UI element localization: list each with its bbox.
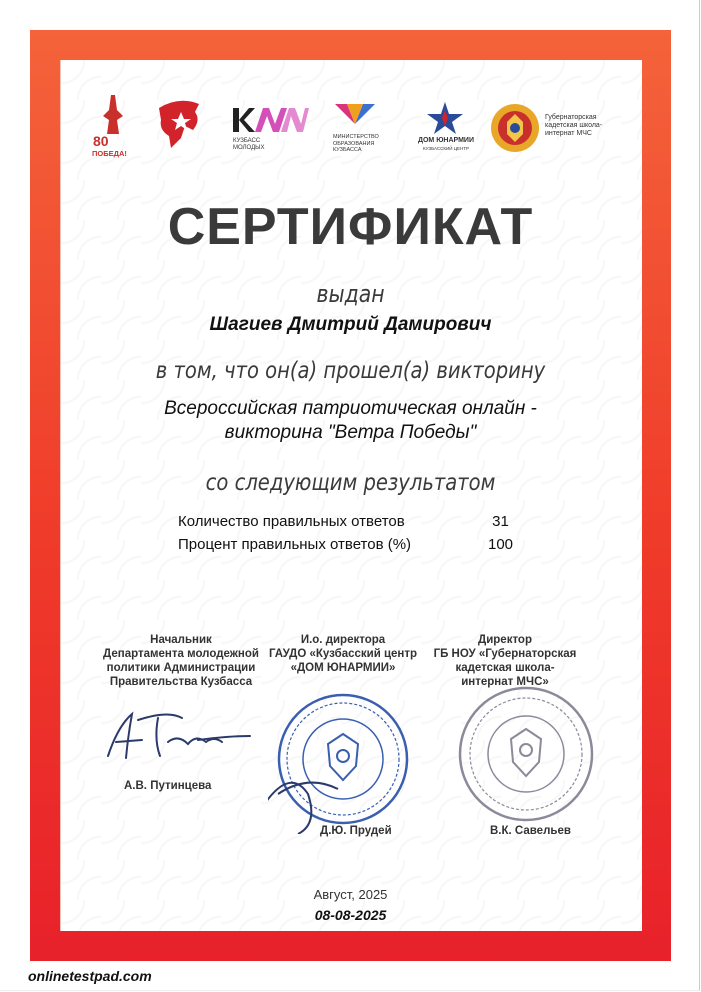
stamp-2-icon xyxy=(268,684,418,834)
position-line: политики Администрации xyxy=(106,662,256,674)
results-table xyxy=(178,513,538,559)
dom-yunarmii-subtext: КУЗБАССКИЙ ЦЕНТР xyxy=(422,146,470,151)
position-line: ГБ НОУ «Губернаторская xyxy=(433,648,577,660)
position-line: Департамента молодежной xyxy=(103,648,259,660)
signature-1-handwriting-icon xyxy=(98,706,258,766)
signatory-3-name: В.К. Савельев xyxy=(490,825,571,837)
issue-date: 08-08-2025 xyxy=(314,907,387,923)
victory-80-logo-icon xyxy=(91,90,135,160)
result-value: 100 xyxy=(487,536,514,553)
result-intro-text: со следующим результатом xyxy=(205,470,496,496)
position-line: ГАУДО «Кузбасский центр xyxy=(268,648,418,660)
position-line: Начальник xyxy=(150,634,212,646)
result-row-correct-count xyxy=(178,513,538,536)
position-line: интернат МЧС» xyxy=(461,676,549,688)
position-line: Правительства Кузбасса xyxy=(109,676,253,688)
quiz-title xyxy=(60,397,641,445)
signatory-2-position xyxy=(258,633,428,675)
result-row-correct-percent xyxy=(178,536,538,559)
result-label: Количество правильных ответов xyxy=(178,513,405,530)
quiz-title-line1: Всероссийская патриотическая онлайн - xyxy=(164,398,537,419)
result-value: 31 xyxy=(492,513,509,530)
mchs-logo-text: Губернаторская кадетская школа-интернат МЧС xyxy=(545,114,603,137)
position-line: И.о. директора xyxy=(300,634,386,646)
site-link[interactable]: onlinetestpad.com xyxy=(28,968,152,984)
dom-yunarmii-logo-icon xyxy=(411,90,481,160)
signatory-3-position xyxy=(420,633,590,689)
issued-text: выдан xyxy=(316,280,385,308)
position-line: «ДОМ ЮНАРМИИ» xyxy=(290,662,396,674)
position-line: кадетская школа- xyxy=(455,662,555,674)
svg-text:80: 80 xyxy=(93,133,109,149)
kuzbass-molodoy-logo-icon xyxy=(231,90,311,160)
quiz-title-line2: викторина "Ветра Победы" xyxy=(224,422,477,443)
mchs-emblem-logo-icon xyxy=(489,90,625,160)
signatory-2-name: Д.Ю. Прудей xyxy=(320,825,392,837)
ministry-education-logo-icon xyxy=(329,90,399,160)
issue-month: Август, 2025 xyxy=(313,887,388,902)
ministry-logo-text: МИНИСТЕРСТВО ОБРАЗОВАНИЯ КУЗБАССА xyxy=(333,134,379,153)
logos-row xyxy=(85,90,625,160)
kuzbass-logo-text: КУЗБАСС МОЛОДЫХ xyxy=(233,138,265,151)
signatory-1-position xyxy=(96,633,266,689)
signatory-1-name: А.В. Путинцева xyxy=(124,780,212,792)
yunarmiya-eagle-logo-icon xyxy=(151,90,207,160)
recipient-name: Шагиев Дмитрий Дамирович xyxy=(209,314,492,335)
stamp-3-icon xyxy=(456,684,606,834)
certificate-title: СЕРТИФИКАТ xyxy=(167,198,534,256)
dom-yunarmii-text: ДОМ ЮНАРМИИ xyxy=(417,137,474,144)
svg-text:ПОБЕДА!: ПОБЕДА! xyxy=(92,149,127,158)
result-label: Процент правильных ответов (%) xyxy=(178,536,412,553)
passed-quiz-text: в том, что он(а) прошел(а) викторину xyxy=(155,358,546,384)
position-line: Директор xyxy=(478,634,532,646)
